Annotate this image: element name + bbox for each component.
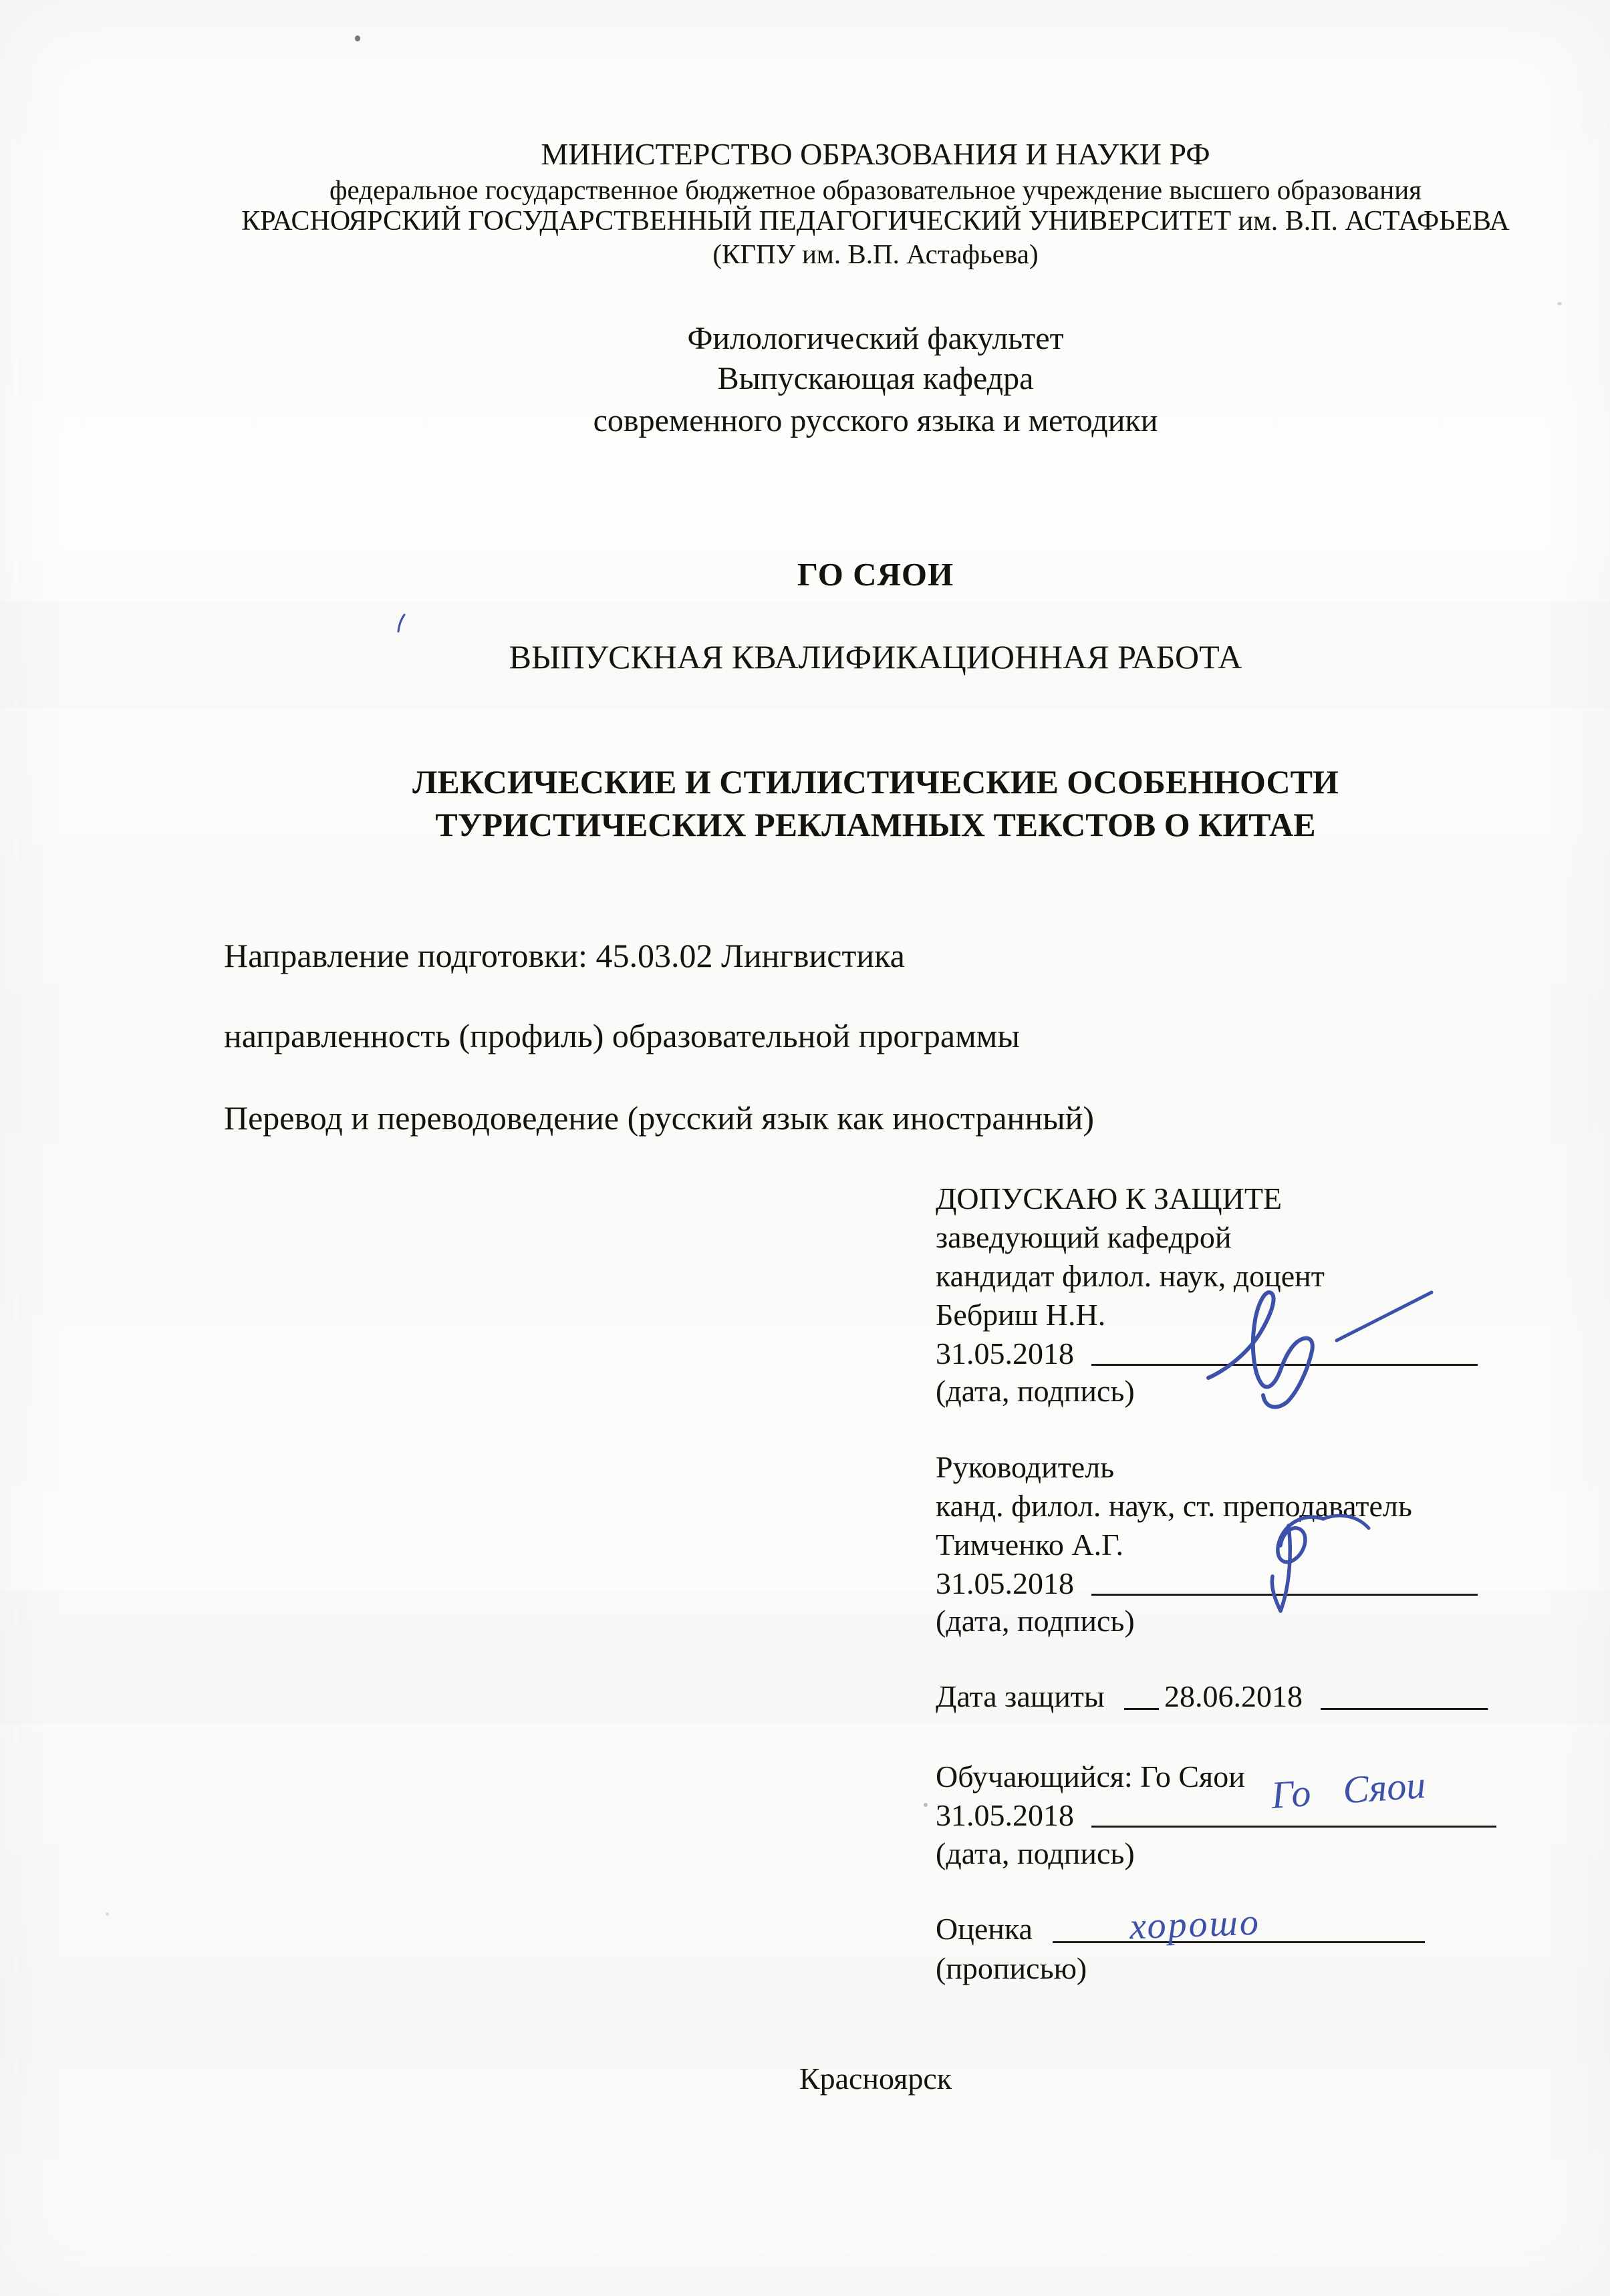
city-name: Красноярск — [799, 2061, 952, 2096]
head-of-department-signature — [1196, 1278, 1437, 1411]
defense-date-label: Дата защиты — [936, 1679, 1105, 1713]
approval-date: 31.05.2018 — [936, 1336, 1074, 1371]
student-date: 31.05.2018 — [936, 1798, 1074, 1832]
defense-line-long — [1321, 1708, 1488, 1710]
scan-squiggle — [396, 613, 408, 633]
supervisor-heading: Руководитель — [936, 1450, 1115, 1484]
work-type: ВЫПУСКНАЯ КВАЛИФИКАЦИОННАЯ РАБОТА — [509, 638, 1242, 676]
student-label: Обучающийся: Го Сяои — [936, 1759, 1245, 1793]
approval-caption: (дата, подпись) — [936, 1374, 1135, 1408]
supervisor-degree: канд. филол. наук, ст. преподаватель — [936, 1489, 1412, 1523]
ministry-line-3: КРАСНОЯРСКИЙ ГОСУДАРСТВЕННЫЙ ПЕДАГОГИЧЕСКИЙ УНИВЕРСИТЕТ им. В.П. АСТАФЬЕВА — [241, 206, 1510, 237]
approval-role: заведующий кафедрой — [936, 1220, 1232, 1254]
defense-date-value: 28.06.2018 — [1164, 1679, 1303, 1713]
thesis-title-line-2: ТУРИСТИЧЕСКИХ РЕКЛАМНЫХ ТЕКСТОВ О КИТАЕ — [435, 806, 1316, 843]
grade-label: Оценка — [936, 1912, 1033, 1946]
supervisor-caption: (дата, подпись) — [936, 1604, 1135, 1638]
approval-name: Бебриш Н.Н. — [936, 1298, 1106, 1332]
grade-handwritten-value: хорошо — [1128, 1901, 1261, 1948]
student-caption: (дата, подпись) — [936, 1836, 1135, 1870]
faculty-line-1: Филологический факультет — [687, 321, 1064, 356]
supervisor-name: Тимченко А.Г. — [936, 1528, 1123, 1562]
ministry-line-2: федеральное государственное бюджетное образовательное учреждение высшего образования — [329, 174, 1422, 205]
program-profile-value: Перевод и переводоведение (русский язык как иностранный) — [224, 1099, 1095, 1137]
approval-heading: ДОПУСКАЮ К ЗАЩИТЕ — [936, 1181, 1283, 1215]
scan-speck — [1557, 302, 1562, 305]
ministry-line-1: МИНИСТЕРСТВО ОБРАЗОВАНИЯ И НАУКИ РФ — [541, 137, 1210, 171]
ministry-line-4: (КГПУ им. В.П. Астафьева) — [712, 239, 1039, 269]
student-signature-line — [1091, 1826, 1496, 1828]
grade-caption: (прописью) — [936, 1951, 1087, 1985]
program-direction: Направление подготовки: 45.03.02 Лингвистика — [224, 937, 905, 974]
thesis-title-line-1: ЛЕКСИЧЕСКИЕ И СТИЛИСТИЧЕСКИЕ ОСОБЕННОСТИ — [412, 763, 1339, 801]
scan-speck — [355, 35, 360, 41]
supervisor-date: 31.05.2018 — [936, 1566, 1074, 1600]
supervisor-signature — [1223, 1507, 1373, 1620]
approval-degree: кандидат филол. наук, доцент — [936, 1259, 1325, 1293]
defense-line-short — [1124, 1708, 1159, 1710]
faculty-line-2: Выпускающая кафедра — [717, 361, 1034, 396]
student-signature: Го Сяои — [1270, 1763, 1428, 1817]
faculty-line-3: современного русского языка и методики — [593, 403, 1158, 438]
scan-speck — [106, 1912, 109, 1916]
program-profile-label: направленность (профиль) образовательной программы — [224, 1017, 1020, 1054]
author-name: ГО СЯОИ — [797, 556, 954, 593]
scan-speck — [924, 1803, 928, 1807]
